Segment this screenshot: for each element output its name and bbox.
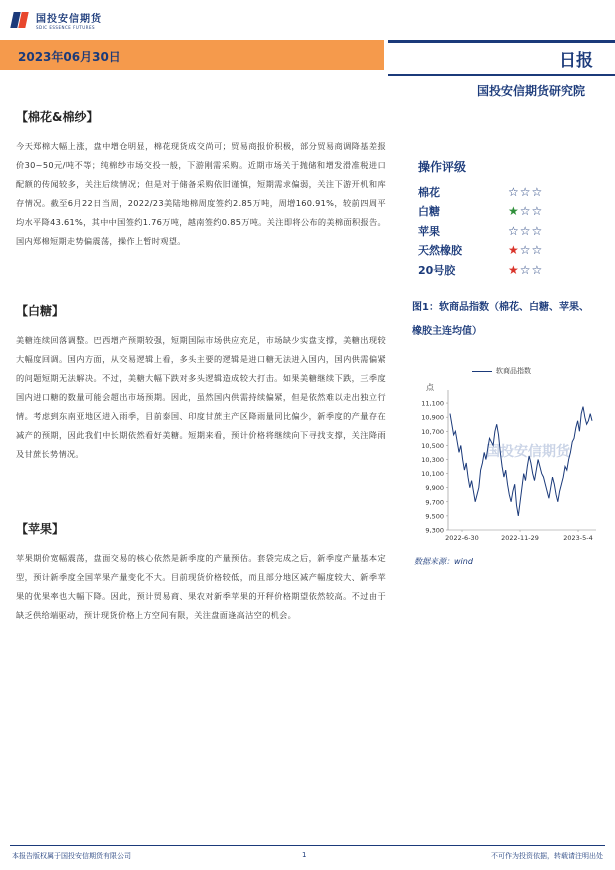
empty-star-icon: ☆ bbox=[519, 204, 532, 219]
logo-icon bbox=[12, 10, 32, 30]
y-tick-label: 10,300 bbox=[421, 455, 444, 464]
y-axis-unit: 点 bbox=[426, 383, 434, 392]
filled-star-icon: ★ bbox=[508, 262, 520, 277]
section-body: 今天郑棉大幅上涨，盘中增仓明显，棉花现货成交尚可；贸易商报价积极，部分贸易商调降基差报价30~50元/吨不等；纯棉纱市场交投一般，下游刚需采购。近期市场关于抛储和增发滑准税进口配额的传闻较多，关注后续情况；但是对于储备采购依旧谨慎，短期需求偏弱，关注下游开机和库存情况。截至6月22日当周，2022/23美陆地棉周度签约2.85万吨，周增160.91%，较前四周平均水平降43.61%，其中中国签约1.76万吨，越南签约0.85万吨。关注即将公布的美棉面积报告。国内郑棉短期走势偏震荡，操作上暂时观望。 bbox=[16, 141, 386, 246]
chart-legend bbox=[472, 366, 531, 376]
section-title: 【苹果】 bbox=[16, 522, 65, 536]
header-divider bbox=[388, 74, 615, 76]
legend-label: 软商品指数 bbox=[496, 367, 531, 375]
series-line-0 bbox=[450, 407, 592, 516]
rating-stars bbox=[508, 263, 543, 277]
filled-star-icon: ★ bbox=[508, 243, 520, 258]
institute-name: 国投安信期货研究院 bbox=[476, 84, 585, 98]
section-body: 美糖连续回落调整。巴西增产预期较强，短期国际市场供应充足，市场缺少实盘支撑，美糖出现较大幅度回调。国内方面，从交易逻辑上看，多头主要的逻辑是进口糖无法进入国内，国内供需偏紧的问题短期无法解决。不过，美糖大幅下跌对多头逻辑造成较大打击。如果美糖继续下跌，三季度国内进口糖的数量可能会超出市场预期。因此，虽然国内供需持续偏紧，但是依然难以走出独立行情。考虑到东南亚地区进入雨季，目前泰国、印度甘蔗主产区降雨量同比偏少，新季度的产量存在减产的预期，因此我们中长期依然看好美糖。短期来看，预计价格将继续向下寻找支撑，关注降雨及甘蔗长势情况。 bbox=[16, 335, 386, 459]
report-date: 2023年06月30日 bbox=[18, 50, 121, 64]
y-tick-label: 9,900 bbox=[425, 484, 444, 493]
rating-stars bbox=[508, 224, 543, 238]
rating-row bbox=[418, 202, 598, 222]
y-tick-label: 10,500 bbox=[421, 441, 444, 450]
rating-commodity-name: 苹果 bbox=[418, 224, 440, 238]
rating-row bbox=[418, 241, 598, 261]
empty-star-icon: ☆ bbox=[531, 204, 544, 219]
section-cotton bbox=[16, 108, 386, 251]
empty-star-icon: ☆ bbox=[531, 243, 544, 258]
soft-commodity-index-chart bbox=[412, 360, 602, 546]
empty-star-icon: ☆ bbox=[508, 184, 520, 199]
header-strip bbox=[388, 40, 615, 43]
rating-row bbox=[418, 182, 598, 202]
y-tick-label: 9,700 bbox=[425, 498, 444, 507]
empty-star-icon: ☆ bbox=[531, 223, 544, 238]
rating-stars bbox=[508, 243, 543, 257]
y-tick-label: 9,300 bbox=[425, 526, 444, 535]
operation-rating-panel bbox=[418, 158, 598, 280]
empty-star-icon: ☆ bbox=[519, 223, 532, 238]
report-type: 日报 bbox=[559, 51, 593, 71]
empty-star-icon: ☆ bbox=[519, 262, 532, 277]
empty-star-icon: ☆ bbox=[531, 262, 544, 277]
section-title: 【棉花&棉纱】 bbox=[16, 110, 99, 124]
rating-stars bbox=[508, 185, 543, 199]
page-number: 1 bbox=[302, 851, 307, 859]
logo-name: 国投安信期货 bbox=[36, 14, 102, 25]
footer-divider bbox=[10, 845, 605, 846]
y-tick-label: 10,100 bbox=[421, 470, 444, 479]
y-tick-label: 10,700 bbox=[421, 427, 444, 436]
section-sugar bbox=[16, 302, 386, 464]
rating-commodity-name: 白糖 bbox=[418, 205, 440, 219]
x-tick-label: 2022-6-30 bbox=[445, 534, 479, 542]
y-tick-label: 11,100 bbox=[421, 399, 444, 408]
data-source: 数据来源：wind bbox=[414, 557, 473, 566]
company-logo bbox=[12, 10, 102, 30]
rating-commodity-name: 20号胶 bbox=[418, 263, 456, 277]
empty-star-icon: ☆ bbox=[519, 243, 532, 258]
footer-copyright: 本报告版权属于国投安信期货有限公司 bbox=[12, 852, 131, 860]
logo-english-name: SDIC ESSENCE FUTURES bbox=[36, 25, 96, 30]
empty-star-icon: ☆ bbox=[531, 184, 544, 199]
rating-row bbox=[418, 260, 598, 280]
section-apple bbox=[16, 520, 386, 625]
watermark-text: 国投安信期货 bbox=[486, 444, 570, 460]
chart-svg bbox=[412, 360, 602, 546]
section-body: 苹果期价宽幅震荡，盘面交易的核心依然是新季度的产量预估。套袋完成之后，新季度产量基本定型，预计新季度全国苹果产量变化不大。目前现货价格较低，而且部分地区减产幅度较大、新季苹果的优果率也大幅下降。因此，预计贸易商、果农对新季苹果的开秤价格期望依然较高。不过由于缺乏供给端驱动，预计现货价格上方空间有限，关注盘面逢高沽空的机会。 bbox=[16, 553, 386, 620]
empty-star-icon: ☆ bbox=[508, 223, 520, 238]
x-tick-label: 2023-5-4 bbox=[563, 534, 593, 542]
rating-commodity-name: 天然橡胶 bbox=[418, 244, 462, 258]
rating-commodity-name: 棉花 bbox=[418, 185, 440, 199]
figure-title: 图1：软商品指数（棉花、白糖、苹果、橡胶主连均值） bbox=[412, 302, 589, 337]
legend-swatch bbox=[472, 371, 492, 372]
footer-disclaimer: 不可作为投资依据，转载请注明出处 bbox=[491, 852, 603, 860]
y-tick-label: 9,500 bbox=[425, 512, 444, 521]
x-tick-label: 2022-11-29 bbox=[501, 534, 539, 542]
rating-row bbox=[418, 221, 598, 241]
filled-star-icon: ★ bbox=[508, 204, 520, 219]
y-tick-label: 10,900 bbox=[421, 413, 444, 422]
rating-title: 操作评级 bbox=[418, 160, 467, 174]
empty-star-icon: ☆ bbox=[519, 184, 532, 199]
rating-stars bbox=[508, 204, 543, 218]
section-title: 【白糖】 bbox=[16, 304, 65, 318]
